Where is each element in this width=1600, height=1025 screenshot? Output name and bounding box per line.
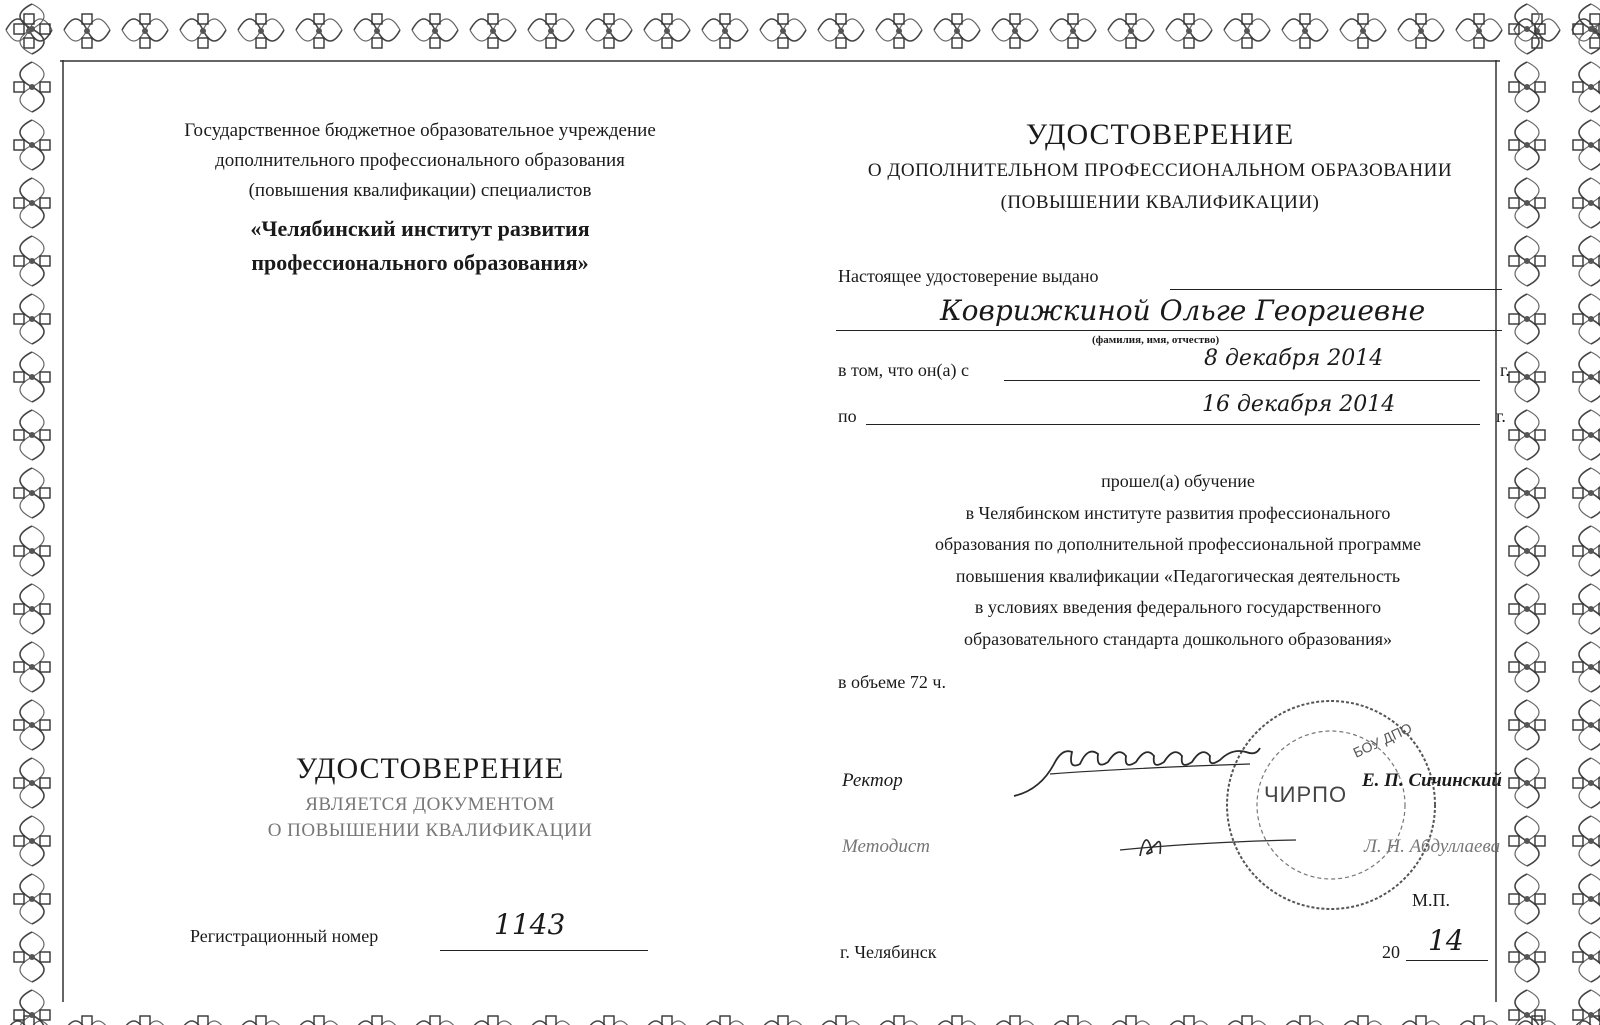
methodist-signature xyxy=(1100,818,1300,868)
from-label: в том, что он(а) с xyxy=(838,360,969,380)
rector-name: Е. П. Сичинский xyxy=(1362,770,1502,791)
from-date: 8 декабря 2014 xyxy=(1204,346,1384,371)
recipient-caption: (фамилия, имя, отчество) xyxy=(1092,334,1220,346)
year-handwritten: 14 xyxy=(1428,924,1464,957)
seal-place-label: М.П. xyxy=(1412,890,1451,910)
registration-line xyxy=(440,950,648,951)
volume-hours: в объеме 72 ч. xyxy=(838,672,946,692)
training-line-6: образовательного стандарта дошкольного образования» xyxy=(963,628,1393,649)
rector-label: Ректор xyxy=(842,770,903,791)
training-line-1: прошел(а) обучение xyxy=(1101,471,1255,491)
recipient-name: Коврижкиной Ольге Георгиевне xyxy=(940,294,1426,327)
stamp-ring-text: БОУ ДПО xyxy=(1350,719,1415,761)
rector-signature xyxy=(1010,734,1270,804)
institution-name-line-1: «Челябинский институт развития xyxy=(250,216,590,241)
ornamental-border-left xyxy=(0,0,64,1025)
registration-label: Регистрационный номер xyxy=(190,926,379,946)
right-certificate-subtitle-2: (ПОВЫШЕНИИ КВАЛИФИКАЦИИ) xyxy=(1000,192,1320,213)
registration-number: 1143 xyxy=(494,908,566,941)
left-certificate-title: УДОСТОВЕРЕНИЕ xyxy=(295,752,565,785)
institution-line-2: дополнительного профессионального образования xyxy=(215,150,625,171)
methodist-name: Л. Н. Абдуллаева xyxy=(1364,836,1501,857)
institution-name xyxy=(140,212,700,280)
issued-line xyxy=(1170,289,1502,290)
left-certificate-subtitle-1: ЯВЛЯЕТСЯ ДОКУМЕНТОМ xyxy=(305,794,555,815)
recipient-line xyxy=(836,330,1502,331)
institution-line-3: (повышения квалификации) специалистов xyxy=(248,180,592,201)
training-line-5: в условиях введения федерального государственного xyxy=(974,597,1382,618)
year-prefix: 20 xyxy=(1382,942,1400,962)
year-line xyxy=(1406,960,1488,961)
methodist-label: Методист xyxy=(842,836,930,857)
city-label: г. Челябинск xyxy=(840,942,937,962)
to-year-suffix: г. xyxy=(1496,406,1506,426)
to-date: 16 декабря 2014 xyxy=(1202,392,1396,417)
to-line xyxy=(866,424,1480,425)
ornamental-border-top xyxy=(0,0,1600,62)
stamp-center-text: ЧИРПО xyxy=(1264,782,1348,807)
right-certificate-title: УДОСТОВЕРЕНИЕ xyxy=(1025,118,1295,151)
training-line-3: образования по дополнительной профессиональной программе xyxy=(934,534,1422,555)
training-line-4: повышения квалификации «Педагогическая деятельность xyxy=(955,565,1401,586)
from-line xyxy=(1004,380,1480,381)
institution-line-1: Государственное бюджетное образовательное учреждение xyxy=(184,120,656,141)
right-certificate-subtitle-1: О ДОПОЛНИТЕЛЬНОМ ПРОФЕССИОНАЛЬНОМ ОБРАЗОВАНИИ xyxy=(867,160,1453,181)
institution-header xyxy=(140,116,700,206)
from-year-suffix: г. xyxy=(1500,360,1510,380)
to-label: по xyxy=(838,406,857,426)
left-certificate-subtitle-2: О ПОВЫШЕНИИ КВАЛИФИКАЦИИ xyxy=(267,820,593,841)
training-line-2: в Челябинском институте развития профессионального xyxy=(965,502,1391,523)
official-stamp xyxy=(1206,690,1456,920)
institution-name-line-2: профессионального образования» xyxy=(251,250,589,275)
ornamental-border-bottom xyxy=(0,1002,1600,1025)
issued-label: Настоящее удостоверение выдано xyxy=(838,266,1099,286)
training-description xyxy=(838,466,1518,656)
